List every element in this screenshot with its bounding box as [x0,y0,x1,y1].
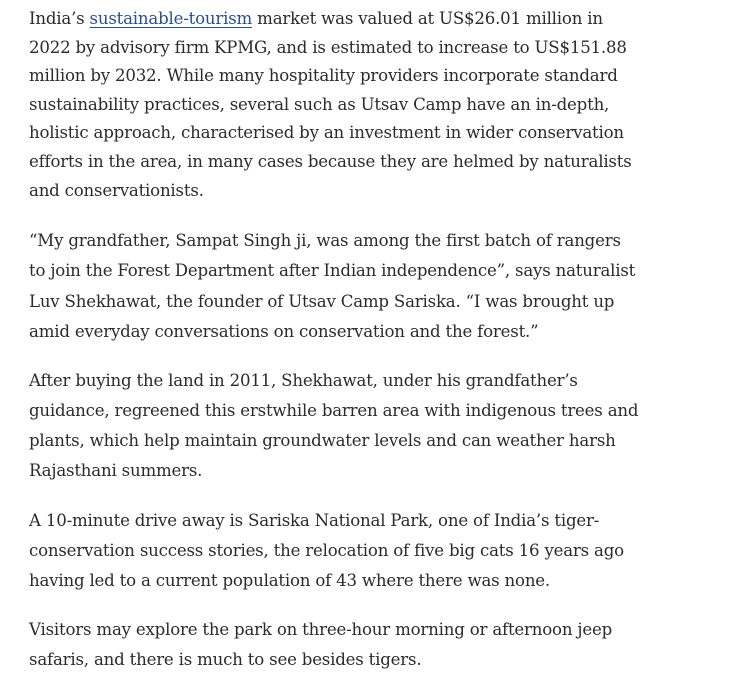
text-line: to join the Forest Department after Indian independence”, says naturalist [29,261,636,281]
text-line: and conservationists. [29,180,204,200]
paragraph-tourism-market [29,0,654,205]
text-line: having led to a current population of 43 where there was none. [29,571,550,591]
text-segment: India’s [29,9,90,28]
text-line: 2022 by advisory firm KPMG, and is estimated to increase to US$151.88 [29,37,627,57]
text-line: safaris, and there is much to see besides tigers. [29,650,422,670]
text-line: After buying the land in 2011, Shekhawat, under his grandfather’s [29,370,578,390]
sustainable-tourism-link[interactable]: sustainable-tourism [89,9,253,28]
paragraph-sariska-park [29,506,654,597]
text-line [29,5,654,34]
text-line: guidance, regreened this erstwhile barren area with indigenous trees and [29,401,639,421]
text-line: efforts in the area, in many cases because they are helmed by naturalists [29,151,632,171]
text-line: Visitors may explore the park on three-hour morning or afternoon jeep [29,620,613,640]
paragraph-quote [29,226,654,347]
paragraph-safaris [29,615,654,675]
text-line: Rajasthani summers. [29,461,203,481]
text-line: sustainability practices, several such as Utsav Camp have an in-depth, [29,94,610,114]
article-body [29,0,654,676]
paragraph-regreening [29,366,654,487]
text-line: million by 2032. While many hospitality providers incorporate standard [29,66,618,86]
text-line: A 10-minute drive away is Sariska National Park, one of India’s tiger- [29,510,600,530]
text-line: holistic approach, characterised by an investment in wider conservation [29,123,624,143]
text-line: conservation success stories, the relocation of five big cats 16 years ago [29,540,624,560]
text-segment: market was valued at US$26.01 million in [252,9,603,28]
text-line: Luv Shekhawat, the founder of Utsav Camp Sariska. “I was brought up [29,291,615,311]
text-line: amid everyday conversations on conservation and the forest.” [29,321,539,341]
text-line: plants, which help maintain groundwater levels and can weather harsh [29,431,616,451]
text-line: “My grandfather, Sampat Singh ji, was among the first batch of rangers [29,231,621,251]
